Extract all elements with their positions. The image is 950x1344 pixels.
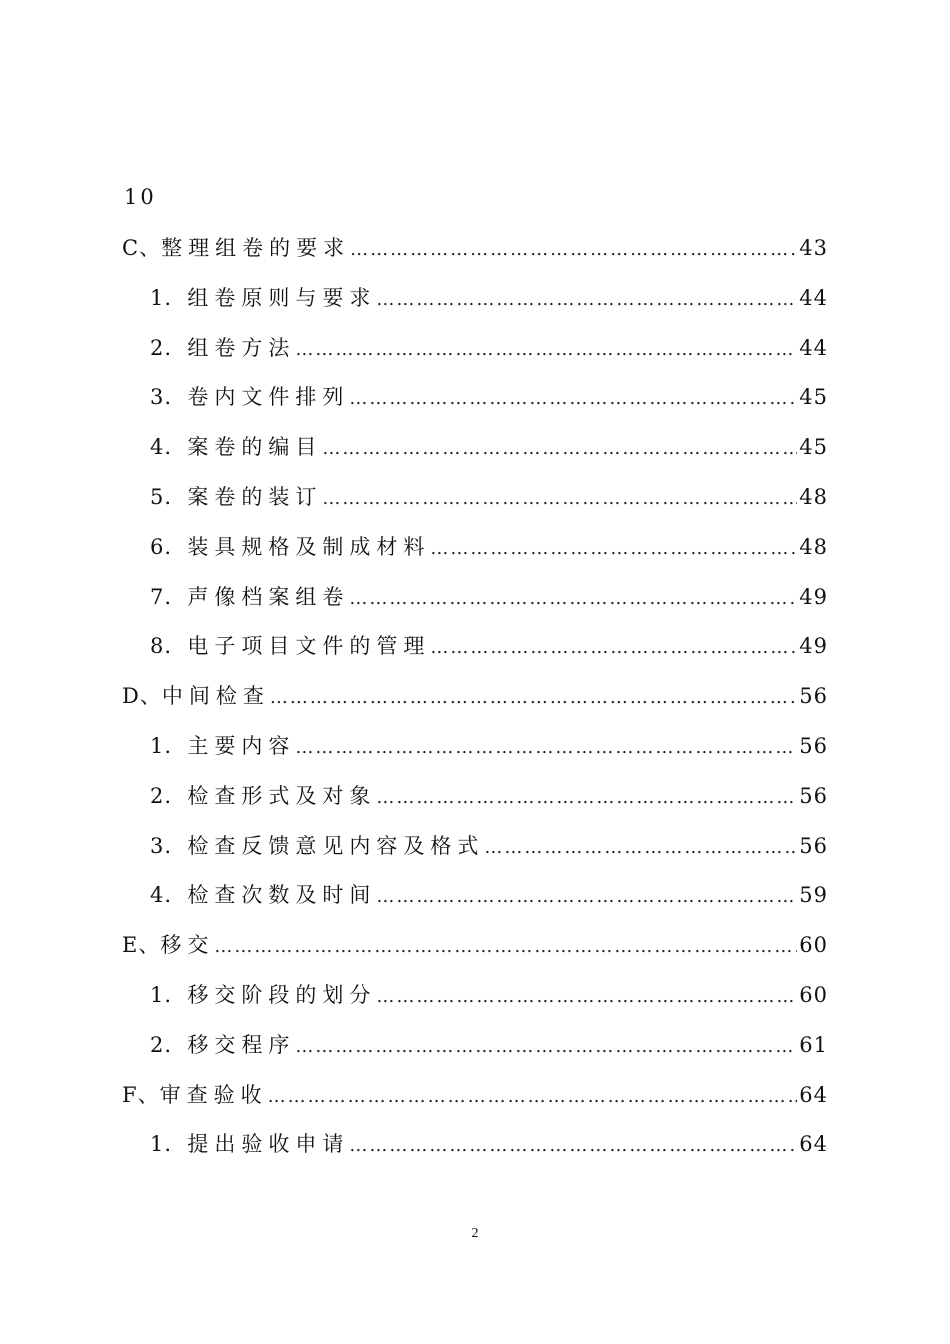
toc-entry[interactable] [122,679,828,713]
toc-dot-leader [295,731,797,763]
toc-entry-number: F、 [122,1083,160,1107]
toc-entry[interactable] [150,380,828,414]
toc-entry-title: 装具规格及制成材料 [187,535,431,559]
toc-entry-page: 56 [799,684,828,708]
toc-dot-leader [295,1030,797,1062]
toc-entry-number: 7. [150,585,188,609]
toc-dot-leader [430,532,797,564]
toc-entry-page: 56 [799,784,828,808]
toc-entry-number: 3. [150,385,188,409]
toc-entry[interactable] [122,928,828,962]
toc-entry-page: 56 [799,734,828,758]
toc-entry-title: 移交程序 [187,1033,296,1057]
toc-entry-title: 整理组卷的要求 [161,236,351,260]
toc-entry-page: 56 [799,834,828,858]
toc-entry-number: 2. [150,336,188,360]
toc-entry-page: 49 [799,585,828,609]
toc-entry-page: 43 [799,236,828,260]
toc-entry-number: 4. [150,883,188,907]
toc-entry[interactable] [150,1127,828,1161]
toc-entry-page: 59 [799,883,828,907]
toc-entry-title: 移交阶段的划分 [187,983,377,1007]
toc-entry-title: 检查次数及时间 [187,883,377,907]
toc-dot-leader [349,382,797,414]
toc-dot-leader [270,681,797,713]
toc-entry-number: 2. [150,784,188,808]
toc-dot-leader [322,432,797,464]
toc-entry-title: 移交 [160,933,215,957]
toc-entry-title: 组卷方法 [187,336,296,360]
toc-entry[interactable] [122,1078,828,1112]
toc-entry-title: 主要内容 [187,734,296,758]
toc-entry-number: 6. [150,535,188,559]
toc-entry[interactable] [150,729,828,763]
toc-entry-number: D、 [122,684,162,708]
toc-dot-leader [349,1129,797,1161]
toc-dot-leader [349,582,797,614]
toc-entry-number: E、 [122,933,161,957]
toc-dot-leader [376,980,797,1012]
toc-entry[interactable] [150,1028,828,1062]
toc-entry-number: 3. [150,834,188,858]
toc-entry-page: 61 [799,1033,828,1057]
toc-entry-page: 44 [799,286,828,310]
toc-entry-title: 案卷的装订 [187,485,323,509]
toc-dot-leader [430,631,797,663]
toc-entry-number: 4. [150,435,188,459]
toc-entry-title: 检查形式及对象 [187,784,377,808]
toc-entry[interactable] [150,580,828,614]
toc-entry-number: 8. [150,634,188,658]
toc-dot-leader [322,482,797,514]
toc-dot-leader [214,930,797,962]
toc-entry-page: 60 [799,933,828,957]
toc-entry-title: 检查反馈意见内容及格式 [187,834,485,858]
toc-entry[interactable] [150,331,828,365]
toc-entry-title: 卷内文件排列 [187,385,350,409]
toc-dot-leader [376,781,797,813]
toc-entry[interactable] [150,530,828,564]
toc-entry-title: 提出验收申请 [187,1132,350,1156]
toc-entry-number: 2. [150,1033,188,1057]
toc-entry-page: 64 [799,1132,828,1156]
toc-entry[interactable] [122,231,828,265]
toc-entry-title: 案卷的编目 [187,435,323,459]
toc-dot-leader [268,1080,798,1112]
toc-entry-number: 1. [150,1132,188,1156]
toc-entry-number: C、 [122,236,162,260]
toc-entry-number: 1. [150,734,188,758]
toc-entry-page: 44 [799,336,828,360]
toc-entry-number: 1. [150,983,188,1007]
toc-entry-title: 电子项目文件的管理 [187,634,431,658]
toc-dot-leader [350,233,797,265]
toc-entry[interactable] [150,878,828,912]
leading-number: 10 [124,185,157,209]
toc-entry[interactable] [150,779,828,813]
toc-entry-page: 45 [799,385,828,409]
toc-entry-page: 64 [799,1083,828,1107]
toc-entry-page: 48 [799,535,828,559]
toc-entry-page: 48 [799,485,828,509]
toc-entry-title: 中间检查 [161,684,270,708]
toc-entry-title: 组卷原则与要求 [187,286,377,310]
toc-entry-page: 60 [799,983,828,1007]
page-number: 2 [471,1226,479,1241]
toc-entry-title: 审查验收 [159,1083,268,1107]
toc-entry[interactable] [150,430,828,464]
toc-entry-title: 声像档案组卷 [187,585,350,609]
toc-dot-leader [484,831,797,863]
toc-entry-number: 1. [150,286,188,310]
toc-entry[interactable] [150,829,828,863]
toc-dot-leader [376,880,797,912]
toc-entry[interactable] [150,480,828,514]
toc-entry[interactable] [150,629,828,663]
toc-entry-number: 5. [150,485,188,509]
toc-entry[interactable] [150,978,828,1012]
toc-dot-leader [376,283,797,315]
toc-entry-page: 49 [799,634,828,658]
toc-dot-leader [295,333,797,365]
toc-entry-page: 45 [799,435,828,459]
toc-entry[interactable] [150,281,828,315]
